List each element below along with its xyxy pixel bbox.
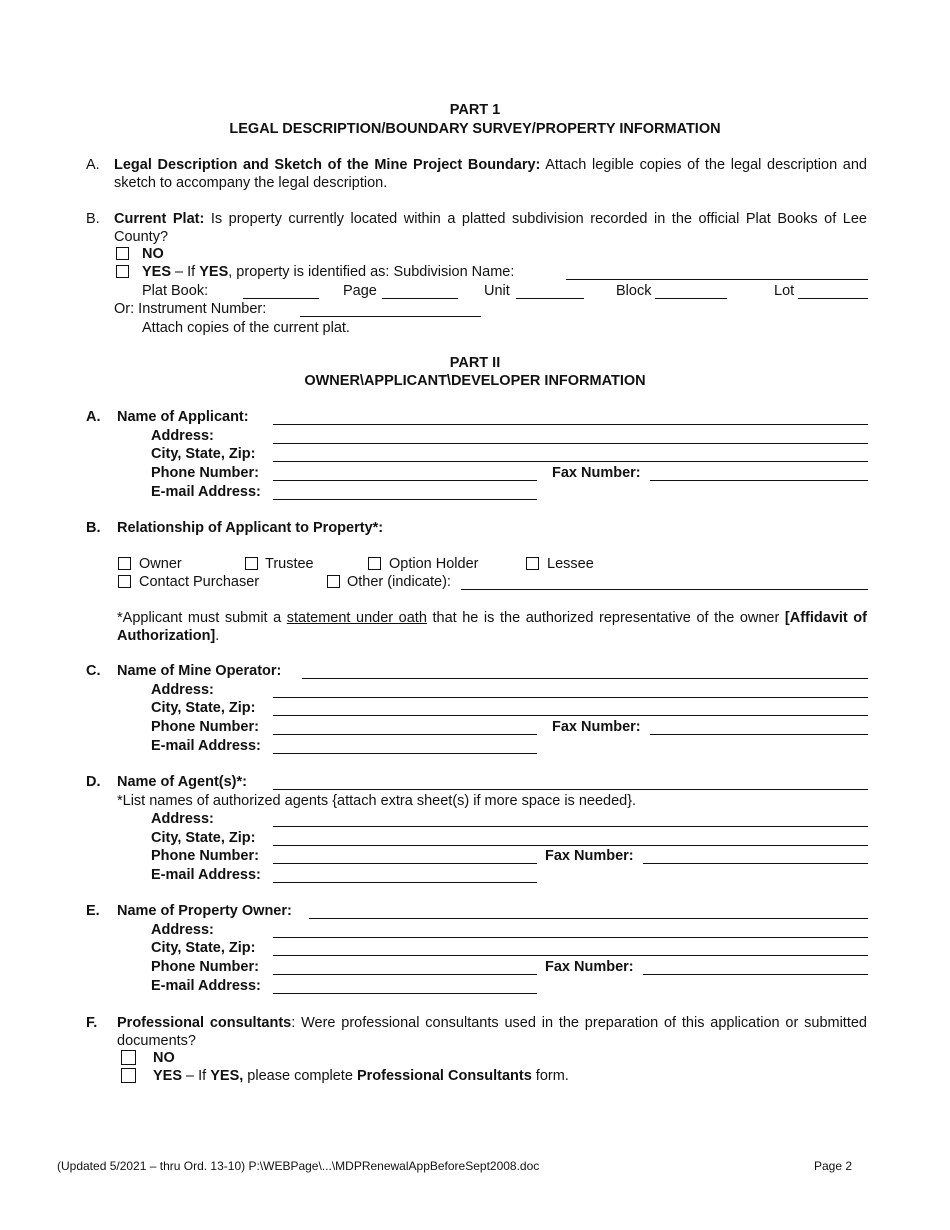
block-label: Block (616, 283, 652, 299)
applicant-fax-label: Fax Number: (552, 465, 641, 481)
owner-phone-label: Phone Number: (151, 959, 259, 975)
agent-email-label: E-mail Address: (151, 867, 261, 883)
option-holder-label: Option Holder (389, 556, 479, 572)
unit-label: Unit (484, 283, 510, 299)
footer-document-info: (Updated 5/2021 – thru Ord. 13-10) P:\WEBPage\...\MDPRenewalAppBeforeSept2008.doc (57, 1159, 540, 1173)
agent-city-field[interactable] (273, 845, 868, 846)
owner-fax-label: Fax Number: (545, 959, 634, 975)
agent-fax-label: Fax Number: (545, 848, 634, 864)
agent-phone-field[interactable] (273, 863, 537, 864)
applicant-email-label: E-mail Address: (151, 484, 261, 500)
agent-fax-field[interactable] (643, 863, 868, 864)
lot-field[interactable] (798, 298, 868, 299)
operator-fax-field[interactable] (650, 734, 868, 735)
agent-name-label: Name of Agent(s)*: (117, 774, 247, 790)
part2-heading: PART II (449, 355, 501, 371)
agent-name-field[interactable] (273, 789, 868, 790)
agent-email-field[interactable] (273, 882, 537, 883)
owner-address-field[interactable] (273, 937, 868, 938)
contact-purchaser-label: Contact Purchaser (139, 574, 260, 590)
contact-purchaser-checkbox[interactable] (118, 575, 131, 588)
owner-name-label: Name of Property Owner: (117, 903, 292, 919)
part1-subheading: LEGAL DESCRIPTION/BOUNDARY SURVEY/PROPERTY INFORMATION (229, 121, 721, 137)
applicant-email-field[interactable] (273, 499, 537, 500)
section-b-letter: B. (86, 520, 101, 536)
part1-heading: PART 1 (449, 102, 501, 118)
consultants-yes-label: YES – If YES, please complete Professional Consultants form. (153, 1068, 569, 1084)
applicant-address-label: Address: (151, 428, 214, 444)
applicant-fax-field[interactable] (650, 480, 868, 481)
operator-address-field[interactable] (273, 697, 868, 698)
lessee-checkbox[interactable] (526, 557, 539, 570)
instrument-label: Or: Instrument Number: (114, 301, 267, 317)
operator-email-field[interactable] (273, 753, 537, 754)
consultants-no-label: NO (153, 1050, 175, 1066)
section-c-letter: C. (86, 663, 101, 679)
subdivision-name-field[interactable] (566, 279, 868, 280)
plat-book-field[interactable] (243, 298, 319, 299)
agent-note: *List names of authorized agents {attach extra sheet(s) if more space is needed}. (117, 793, 637, 809)
affidavit-note: *Applicant must submit a statement under oath that he is the authorized representative of the owner [Affidavit of Authorization]. (117, 610, 867, 645)
page-label: Page (343, 283, 377, 299)
applicant-phone-field[interactable] (273, 480, 537, 481)
other-label: Other (indicate): (347, 574, 451, 590)
consultants-no-checkbox[interactable] (121, 1050, 136, 1065)
applicant-city-field[interactable] (273, 461, 868, 462)
operator-email-label: E-mail Address: (151, 738, 261, 754)
part2-subheading: OWNER\APPLICANT\DEVELOPER INFORMATION (304, 373, 646, 389)
operator-city-label: City, State, Zip: (151, 700, 256, 716)
part1-b-text: Current Plat: Is property currently located within a platted subdivision recorded in the official Plat Books of Lee County? (114, 211, 867, 246)
section-e-letter: E. (86, 903, 100, 919)
owner-phone-field[interactable] (273, 974, 537, 975)
agent-address-label: Address: (151, 811, 214, 827)
plat-yes-checkbox[interactable] (116, 265, 129, 278)
consultants-yes-checkbox[interactable] (121, 1068, 136, 1083)
owner-label: Owner (139, 556, 182, 572)
owner-checkbox[interactable] (118, 557, 131, 570)
agent-phone-label: Phone Number: (151, 848, 259, 864)
option-holder-checkbox[interactable] (368, 557, 381, 570)
trustee-checkbox[interactable] (245, 557, 258, 570)
applicant-address-field[interactable] (273, 443, 868, 444)
applicant-phone-label: Phone Number: (151, 465, 259, 481)
lessee-label: Lessee (547, 556, 594, 572)
applicant-name-field[interactable] (273, 424, 868, 425)
operator-city-field[interactable] (273, 715, 868, 716)
plat-no-label: NO (142, 246, 164, 262)
operator-fax-label: Fax Number: (552, 719, 641, 735)
instrument-field[interactable] (300, 316, 481, 317)
operator-name-field[interactable] (302, 678, 868, 679)
plat-book-label: Plat Book: (142, 283, 209, 299)
owner-city-label: City, State, Zip: (151, 940, 256, 956)
operator-address-label: Address: (151, 682, 214, 698)
operator-phone-field[interactable] (273, 734, 537, 735)
page-field[interactable] (382, 298, 458, 299)
block-field[interactable] (655, 298, 727, 299)
applicant-city-label: City, State, Zip: (151, 446, 256, 462)
applicant-name-label: Name of Applicant: (117, 409, 249, 425)
owner-fax-field[interactable] (643, 974, 868, 975)
other-checkbox[interactable] (327, 575, 340, 588)
part1-a-text: Legal Description and Sketch of the Mine Project Boundary: Attach legible copies of the legal description and sketch to accompany the legal description. (114, 157, 867, 192)
operator-name-label: Name of Mine Operator: (117, 663, 282, 679)
operator-phone-label: Phone Number: (151, 719, 259, 735)
attach-plat-text: Attach copies of the current plat. (142, 320, 350, 336)
agent-address-field[interactable] (273, 826, 868, 827)
agent-city-label: City, State, Zip: (151, 830, 256, 846)
page-number: Page 2 (814, 1159, 853, 1173)
owner-email-field[interactable] (273, 993, 537, 994)
owner-address-label: Address: (151, 922, 214, 938)
plat-no-checkbox[interactable] (116, 247, 129, 260)
part1-b-letter: B. (86, 211, 100, 227)
other-field[interactable] (461, 589, 868, 590)
section-d-letter: D. (86, 774, 101, 790)
lot-label: Lot (774, 283, 795, 299)
section-f-letter: F. (86, 1015, 98, 1031)
owner-city-field[interactable] (273, 955, 868, 956)
plat-yes-label: YES – If YES, property is identified as: Subdivision Name: (142, 264, 515, 280)
consultants-question: Professional consultants: Were professional consultants used in the preparation of this application or submitted documents? (117, 1015, 867, 1050)
unit-field[interactable] (516, 298, 584, 299)
relationship-title: Relationship of Applicant to Property*: (117, 520, 384, 536)
owner-name-field[interactable] (309, 918, 868, 919)
owner-email-label: E-mail Address: (151, 978, 261, 994)
trustee-label: Trustee (265, 556, 314, 572)
part1-a-letter: A. (86, 157, 100, 173)
section-a-letter: A. (86, 409, 101, 425)
